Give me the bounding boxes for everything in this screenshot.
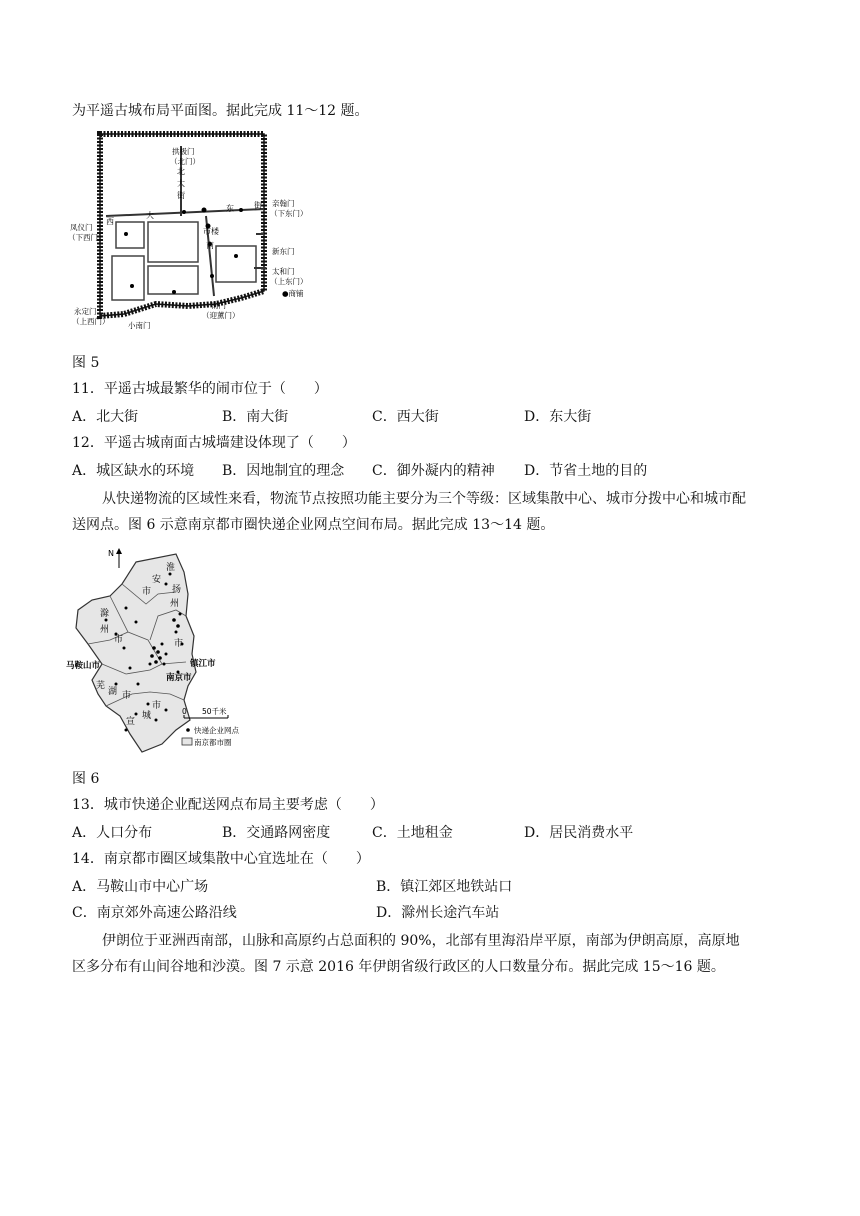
q14-option-c[interactable]: C．南京郊外高速公路沿线 [72, 905, 237, 921]
q11-12-intro: 为平遥古城布局平面图。据此完成 11～12 题。 [72, 103, 369, 119]
gate-west-upper: 凤仪门 [70, 223, 93, 232]
label-maanshan: 马鞍山市 [66, 661, 101, 671]
q14-option-a[interactable]: A．马鞍山市中心广场 [72, 879, 209, 895]
gate-east-upper-sub: （下东门） [270, 209, 308, 218]
label-an: 安 [152, 575, 162, 585]
gate-west-upper-sub: （下西门） [68, 233, 106, 242]
q13-14-intro-line1: 从快递物流的区域性来看，物流节点按照功能主要分为三个等级：区域集散中心、城市分拨中心和城市配 [102, 491, 746, 507]
label-xi: 西 [106, 217, 114, 226]
gate-north: 拱极门 [172, 147, 195, 156]
label-zhou-1: 州 [170, 599, 180, 609]
q13-option-b[interactable]: B．交通路网密度 [222, 825, 331, 841]
figure-6-label: 图 6 [72, 771, 100, 787]
label-chu: 滁 [100, 609, 110, 619]
legend-shangpu: ●商铺 [282, 289, 304, 298]
q13-option-c[interactable]: C．土地租金 [372, 825, 453, 841]
label-da-1: 大 [177, 179, 185, 188]
q15-16-intro-line2: 区多分布有山间谷地和沙漠。图 7 示意 2016 年伊朗省级行政区的人口数量分布。据此完成 15～16 题。 [72, 959, 725, 975]
gate-taihe-sub: （上东门） [270, 277, 308, 286]
q12-option-b[interactable]: B．因地制宜的理念 [222, 463, 345, 479]
label-huai: 淮 [166, 563, 176, 573]
label-dong: 东 [226, 204, 234, 213]
label-zhou-2: 州 [100, 625, 110, 635]
q11-option-d[interactable]: D．东大街 [524, 409, 592, 425]
legend-points: 快递企业网点 [194, 726, 239, 735]
scale-label: 50千米 [202, 707, 227, 716]
q14-stem: 14．南京都市圈区域集散中心宜选址在（ ） [72, 851, 370, 867]
q14-option-d[interactable]: D．滁州长途汽车站 [376, 905, 500, 921]
q12-option-a[interactable]: A．城区缺水的环境 [72, 463, 195, 479]
label-zhenjiang: 镇江市 [190, 659, 216, 669]
q15-16-intro-line1: 伊朗位于亚洲西南部，山脉和高原约占总面积的 90%，北部有里海沿岸平原，南部为伊朗高原，高原地 [102, 933, 740, 949]
q12-option-c[interactable]: C．御外凝内的精神 [372, 463, 495, 479]
label-shi-2: 市 [114, 635, 124, 645]
q11-stem: 11．平遥古城最繁华的闹市位于（ ） [72, 381, 328, 397]
q11-option-c[interactable]: C．西大街 [372, 409, 439, 425]
label-wu: 芜 [96, 681, 106, 691]
q13-option-a[interactable]: A．人口分布 [72, 825, 153, 841]
figure-5-label: 图 5 [72, 355, 100, 371]
q12-option-d[interactable]: D．节省土地的目的 [524, 463, 648, 479]
gate-xiaonan: 小南门 [128, 321, 151, 330]
label-bei: 北 [177, 167, 185, 176]
label-shi-5: 市 [152, 701, 162, 711]
north-label: N [108, 549, 114, 558]
q13-stem: 13．城市快递企业配送网点布局主要考虑（ ） [72, 797, 384, 813]
q13-14-intro-line2: 送网点。图 6 示意南京都市圈快递企业网点空间布局。据此完成 13～14 题。 [72, 517, 555, 533]
gate-yongding: 永定门 [74, 307, 97, 316]
gate-taihe: 太和门 [272, 267, 295, 276]
gate-north-sub: （北门） [170, 157, 200, 166]
label-cheng: 城 [142, 711, 152, 721]
label-xuan: 宣 [126, 717, 136, 727]
q11-option-b[interactable]: B．南大街 [222, 409, 289, 425]
gate-south: 南门 [211, 301, 226, 310]
label-shi-3: 市 [174, 639, 184, 649]
label-hu: 湖 [108, 687, 118, 697]
label-da-2: 大 [146, 211, 154, 220]
pingyao-map [66, 126, 326, 336]
q13-option-d[interactable]: D．居民消费水平 [524, 825, 634, 841]
gate-south-sub: （迎薰门） [202, 311, 240, 320]
label-shilou: 市楼 [203, 227, 219, 236]
gate-yongding-sub: （上西门） [72, 317, 110, 326]
label-nanjing: 南京市 [166, 673, 192, 683]
label-jie-1: 街 [177, 191, 185, 200]
q11-option-a[interactable]: A．北大街 [72, 409, 139, 425]
label-jie-2: 街 [254, 201, 262, 210]
scale-zero: 0 [182, 707, 187, 716]
label-yang: 扬 [172, 585, 182, 595]
legend-area: 南京都市圈 [194, 738, 232, 747]
gate-east-upper: 亲翰门 [272, 199, 295, 208]
label-nan: 南 [206, 241, 214, 250]
nanjing-map [66, 544, 266, 756]
q12-stem: 12．平遥古城南面古城墙建设体现了（ ） [72, 435, 356, 451]
label-shi-1: 市 [142, 587, 152, 597]
label-shi-4: 市 [122, 691, 132, 701]
gate-new-east: 新东门 [272, 247, 295, 256]
q14-option-b[interactable]: B．镇江郊区地铁站口 [376, 879, 513, 895]
